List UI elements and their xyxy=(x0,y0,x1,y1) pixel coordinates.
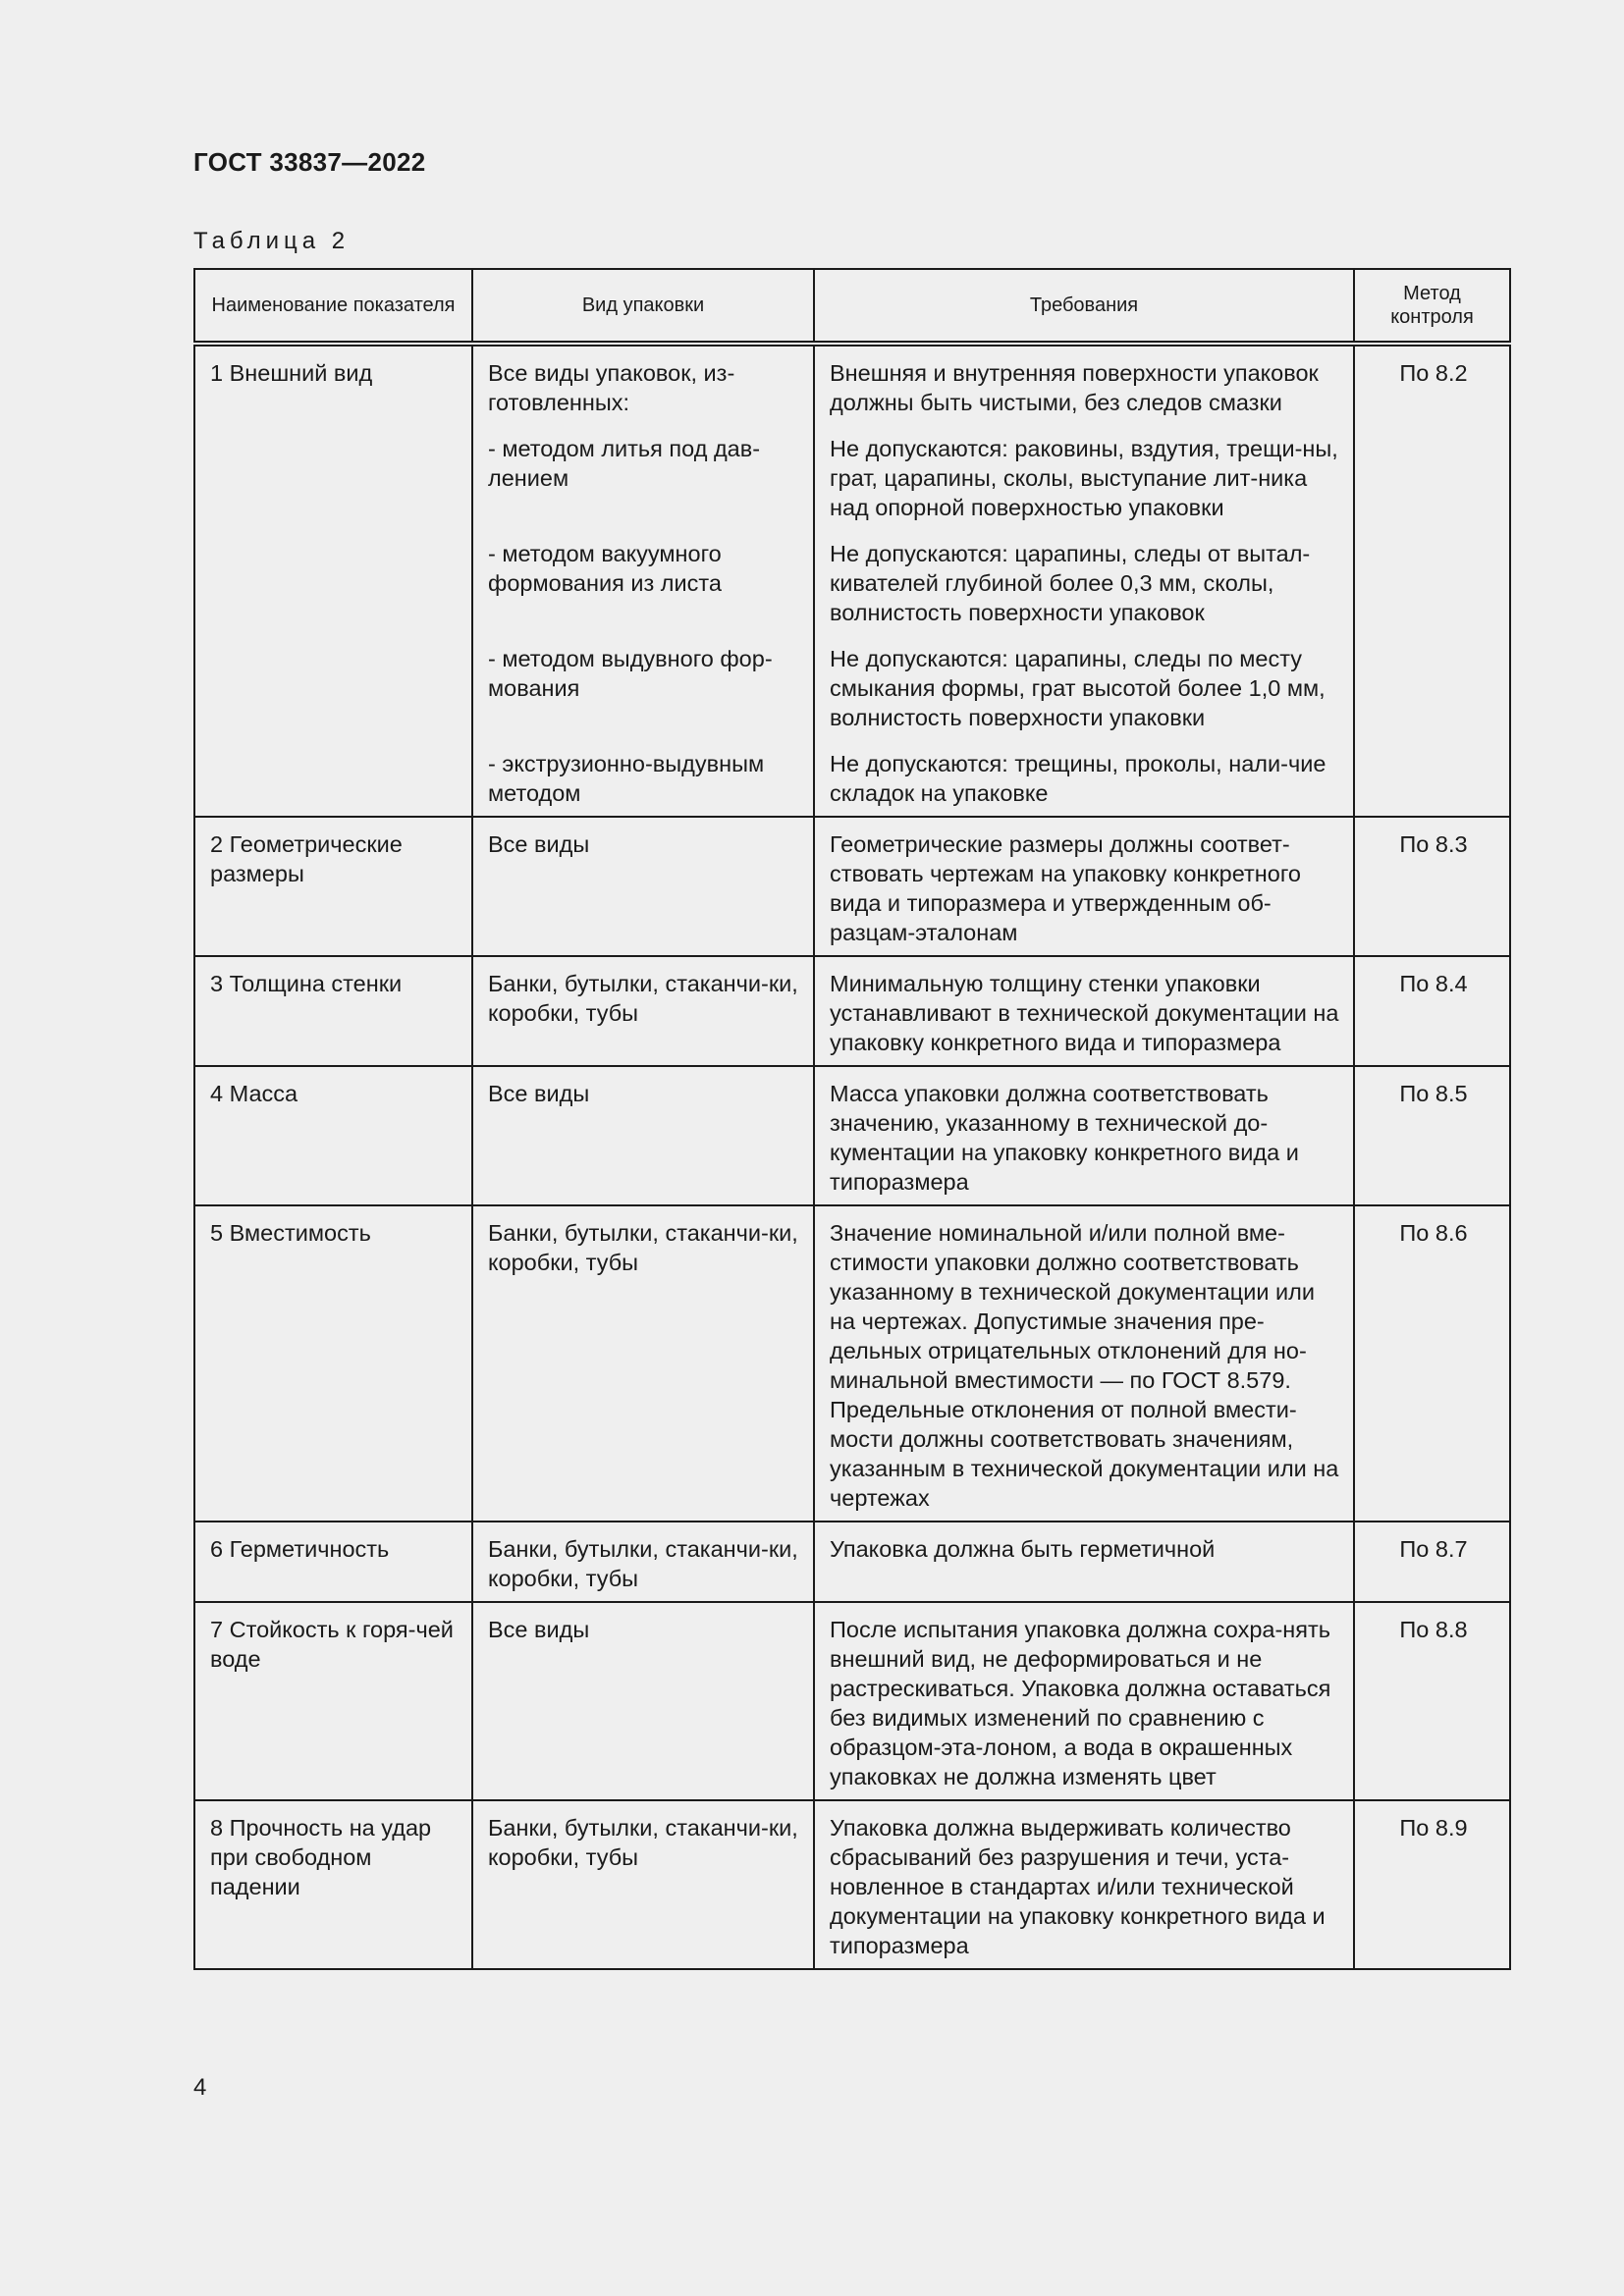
package-type-cell: Банки, бутылки, стаканчи-ки, коробки, тубы xyxy=(472,956,814,1066)
table-row xyxy=(194,1800,1510,1969)
package-type-cell: Все виды xyxy=(472,817,814,956)
package-type-cell: Банки, бутылки, стаканчи-ки, коробки, тубы xyxy=(472,1205,814,1522)
indicator-cell: 6 Герметичность xyxy=(194,1522,472,1602)
column-header-control-method: Метод контроля xyxy=(1354,269,1510,344)
package-type-segment: - экструзионно-выдувным методом xyxy=(488,751,765,806)
indicator-cell: 7 Стойкость к горя-чей воде xyxy=(194,1602,472,1800)
package-type-cell: Все виды xyxy=(472,1066,814,1205)
indicator-cell: 8 Прочность на удар при свободном падении xyxy=(194,1800,472,1969)
method-cell: По 8.9 xyxy=(1354,1800,1510,1969)
table-row xyxy=(194,1602,1510,1800)
requirements-table xyxy=(193,268,1511,1970)
indicator-cell: 2 Геометрические размеры xyxy=(194,817,472,956)
table-row xyxy=(194,1522,1510,1602)
column-header-requirements: Требования xyxy=(814,269,1354,344)
column-header-package-type: Вид упаковки xyxy=(472,269,814,344)
package-type-segment: Все виды упаковок, из-готовленных: xyxy=(488,360,735,415)
package-type-cell: Банки, бутылки, стаканчи-ки, коробки, тубы xyxy=(472,1800,814,1969)
indicator-cell: 1 Внешний вид xyxy=(194,344,472,817)
package-type-cell: Банки, бутылки, стаканчи-ки, коробки, тубы xyxy=(472,1522,814,1602)
requirement-cell xyxy=(814,344,1354,817)
package-type-segment: - методом литья под дав-лением xyxy=(488,436,761,491)
table-row xyxy=(194,1066,1510,1205)
method-cell: По 8.5 xyxy=(1354,1066,1510,1205)
package-type-segment: - методом вакуумного формования из листа xyxy=(488,541,722,596)
method-cell: По 8.3 xyxy=(1354,817,1510,956)
table-header-row xyxy=(194,269,1510,344)
requirement-cell: После испытания упаковка должна сохра-нять внешний вид, не деформироваться и не растрескиваться. Упаковка должна оставаться без видимых изменений по сравнению с образцом-эта-лоном, а вода в окрашенных упаковках не должна изменять цвет xyxy=(814,1602,1354,1800)
requirement-segment: Не допускаются: трещины, проколы, нали-чие складок на упаковке xyxy=(830,751,1326,806)
requirement-cell: Геометрические размеры должны соответ-ствовать чертежам на упаковку конкретного вида и типоразмера и утвержденным об-разцам-эталонам xyxy=(814,817,1354,956)
requirement-cell: Минимальную толщину стенки упаковки устанавливают в технической документации на упаковку конкретного вида и типоразмера xyxy=(814,956,1354,1066)
document-id: ГОСТ 33837—2022 xyxy=(193,147,426,177)
indicator-cell: 4 Масса xyxy=(194,1066,472,1205)
method-cell: По 8.2 xyxy=(1354,344,1510,817)
requirement-segment: Не допускаются: царапины, следы от вытал-кивателей глубиной более 0,3 мм, сколы, волнистость поверхности упаковок xyxy=(830,541,1311,625)
indicator-cell: 5 Вместимость xyxy=(194,1205,472,1522)
package-type-segment: - методом выдувного фор-мования xyxy=(488,646,773,701)
method-cell: По 8.4 xyxy=(1354,956,1510,1066)
method-cell: По 8.6 xyxy=(1354,1205,1510,1522)
requirement-segment: Не допускаются: царапины, следы по месту смыкания формы, грат высотой более 1,0 мм, волнистость поверхности упаковки xyxy=(830,646,1326,730)
column-header-indicator: Наименование показателя xyxy=(194,269,472,344)
indicator-cell: 3 Толщина стенки xyxy=(194,956,472,1066)
page-number: 4 xyxy=(193,2074,207,2101)
method-cell: По 8.8 xyxy=(1354,1602,1510,1800)
requirement-cell: Упаковка должна выдерживать количество сбрасываний без разрушения и течи, уста-новленное в стандартах и/или технической документации на упаковку конкретного вида и типоразмера xyxy=(814,1800,1354,1969)
requirement-segment: Не допускаются: раковины, вздутия, трещи-ны, грат, царапины, сколы, выступание лит-ника над опорной поверхностью упаковки xyxy=(830,436,1338,520)
table-row xyxy=(194,344,1510,817)
table-row xyxy=(194,1205,1510,1522)
method-cell: По 8.7 xyxy=(1354,1522,1510,1602)
table-row xyxy=(194,817,1510,956)
package-type-cell xyxy=(472,344,814,817)
table-caption: Таблица 2 xyxy=(193,228,351,254)
requirement-cell: Упаковка должна быть герметичной xyxy=(814,1522,1354,1602)
requirement-cell: Масса упаковки должна соответствовать значению, указанному в технической до-кументации на упаковку конкретного вида и типоразмера xyxy=(814,1066,1354,1205)
requirement-cell: Значение номинальной и/или полной вме-стимости упаковки должно соответствовать указанному в технической документации или на чертежах. Допустимые значения пре-дельных отрицательных отклонений для но-минальной вместимости — по ГОСТ 8.579. Предельные отклонения от полной вмести-мости должны соответствовать значениям, указанным в технической документации или на чертежах xyxy=(814,1205,1354,1522)
package-type-cell: Все виды xyxy=(472,1602,814,1800)
requirement-segment: Внешняя и внутренняя поверхности упаковок должны быть чистыми, без следов смазки xyxy=(830,360,1319,415)
table-row xyxy=(194,956,1510,1066)
